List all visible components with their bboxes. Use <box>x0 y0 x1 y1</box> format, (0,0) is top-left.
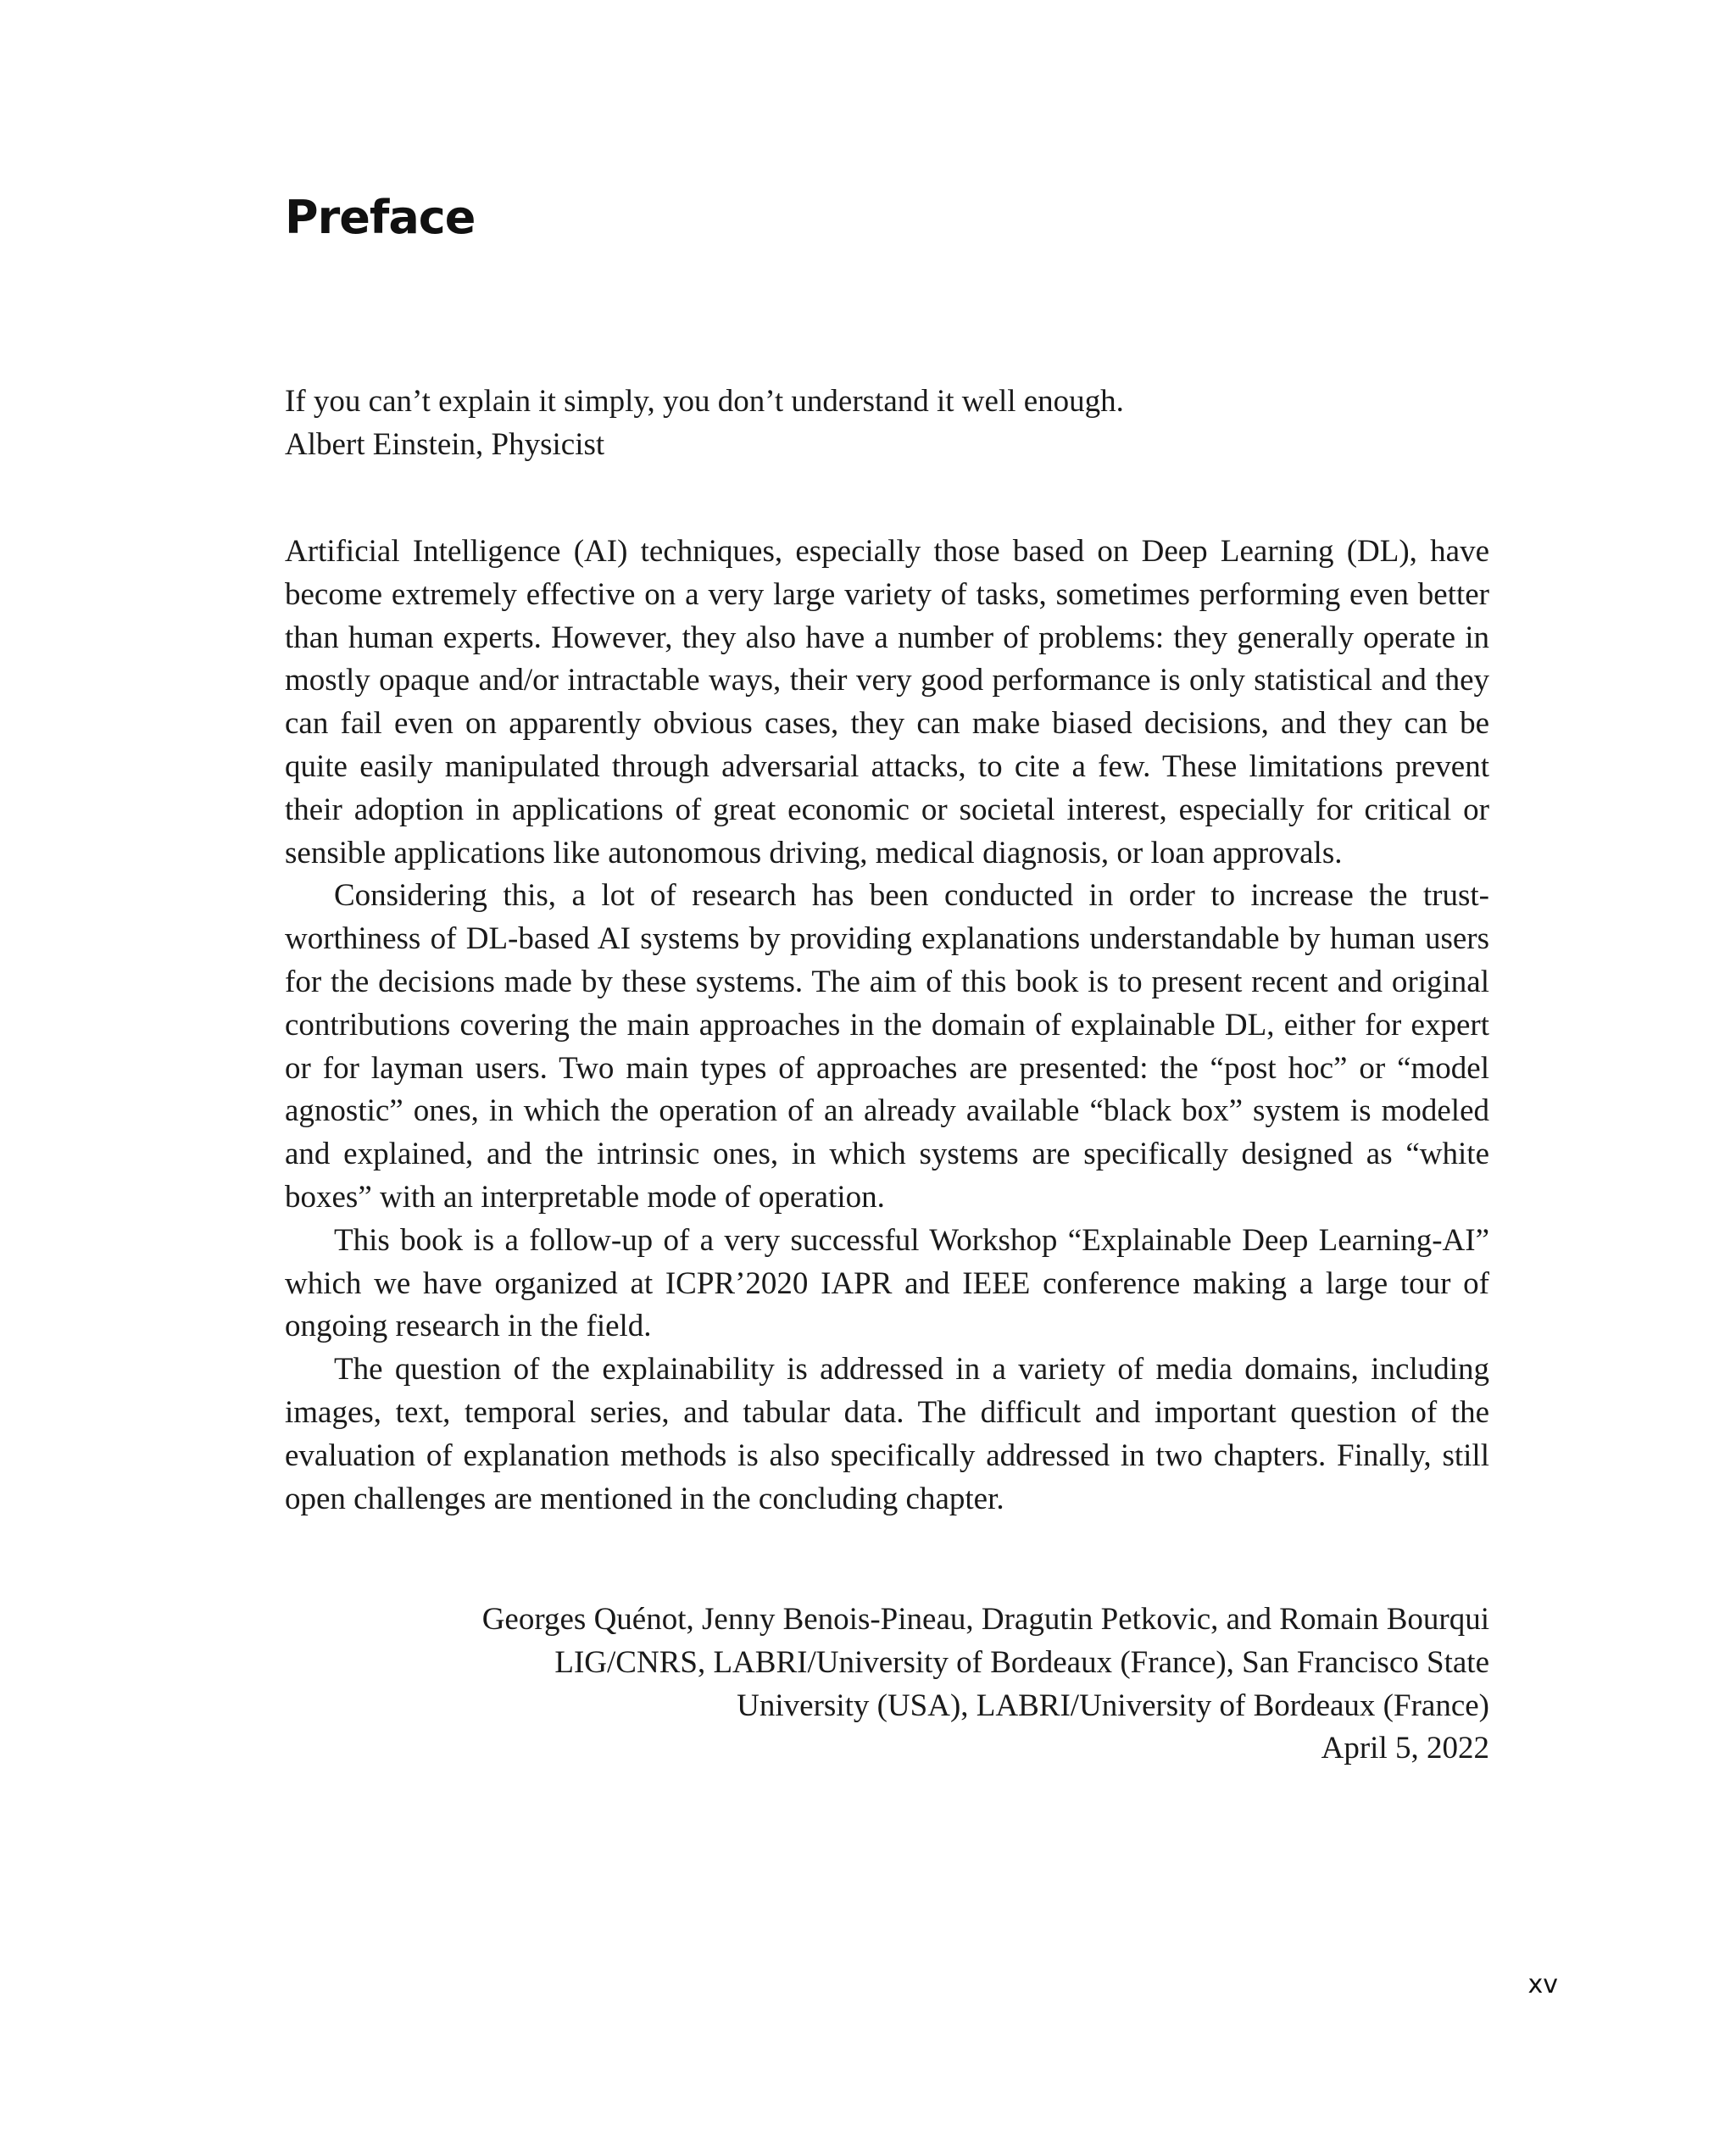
page-number: xv <box>1527 1970 1558 1999</box>
epigraph-attribution: Albert Einstein, Physicist <box>285 427 605 462</box>
paragraph-4: The question of the explainability is addressed in a variety of media domains, including images, text, temporal series, and tabular data. The difficult and important question of the evaluation of explanation methods is also specifically addressed in two chapters. Finally, still open challenges are mentioned in the concluding chapter. <box>285 1352 1489 1516</box>
signature-affiliation-line-2: University (USA), LABRI/University of Bordeaux (France) <box>737 1688 1489 1723</box>
paragraph-1: Artificial Intelligence (AI) techniques, especially those based on Deep Learning (DL), have become extremely effective on a very large variety of tasks, sometimes performing even better than human experts. However, they also have a number of problems: they generally operate in mostly opaque and/or intractable ways, their very good performance is only statistical and they can fail even on apparently obvious cases, they can make biased decisions, and they can be quite easily manipulated through adversarial attacks, to cite a few. These limitations prevent their adoption in applications of great economic or societal interest, especially for critical or sensible applications like autonomous driving, medical diagnosis, or loan approvals. <box>285 534 1489 870</box>
signature-block <box>285 1599 1489 1771</box>
signature-affiliation-line-1: LIG/CNRS, LABRI/University of Bordeaux (France), San Francisco State <box>554 1644 1489 1680</box>
epigraph <box>285 380 1488 466</box>
preface-body <box>285 531 1489 1521</box>
signature-date: April 5, 2022 <box>1321 1731 1489 1766</box>
epigraph-quote: If you can’t explain it simply, you don’t understand it well enough. <box>285 384 1124 419</box>
paragraph-2: Considering this, a lot of research has been conducted in order to increase the trustworthiness of DL-based AI systems by providing explanations understandable by human users for the decisions made by these systems. The aim of this book is to present recent and original contributions covering the main approaches in the domain of explainable DL, either for expert or for layman users. Two main types of approaches are presented: the “post hoc” or “model agnostic” ones, in which the operation of an already available “black box” system is modeled and explained, and the intrinsic ones, in which systems are specifically designed as “white boxes” with an interpretable mode of operation. <box>285 878 1489 1215</box>
signature-authors: Georges Quénot, Jenny Benois-Pineau, Dragutin Petkovic, and Romain Bourqui <box>481 1602 1489 1637</box>
paragraph-3: This book is a follow-up of a very successful Workshop “Explainable Deep Learning-AI” which we have organized at ICPR’2020 IAPR and IEEE conference making a large tour of ongoing research in the field. <box>285 1222 1489 1344</box>
page-title: Preface <box>285 191 476 244</box>
